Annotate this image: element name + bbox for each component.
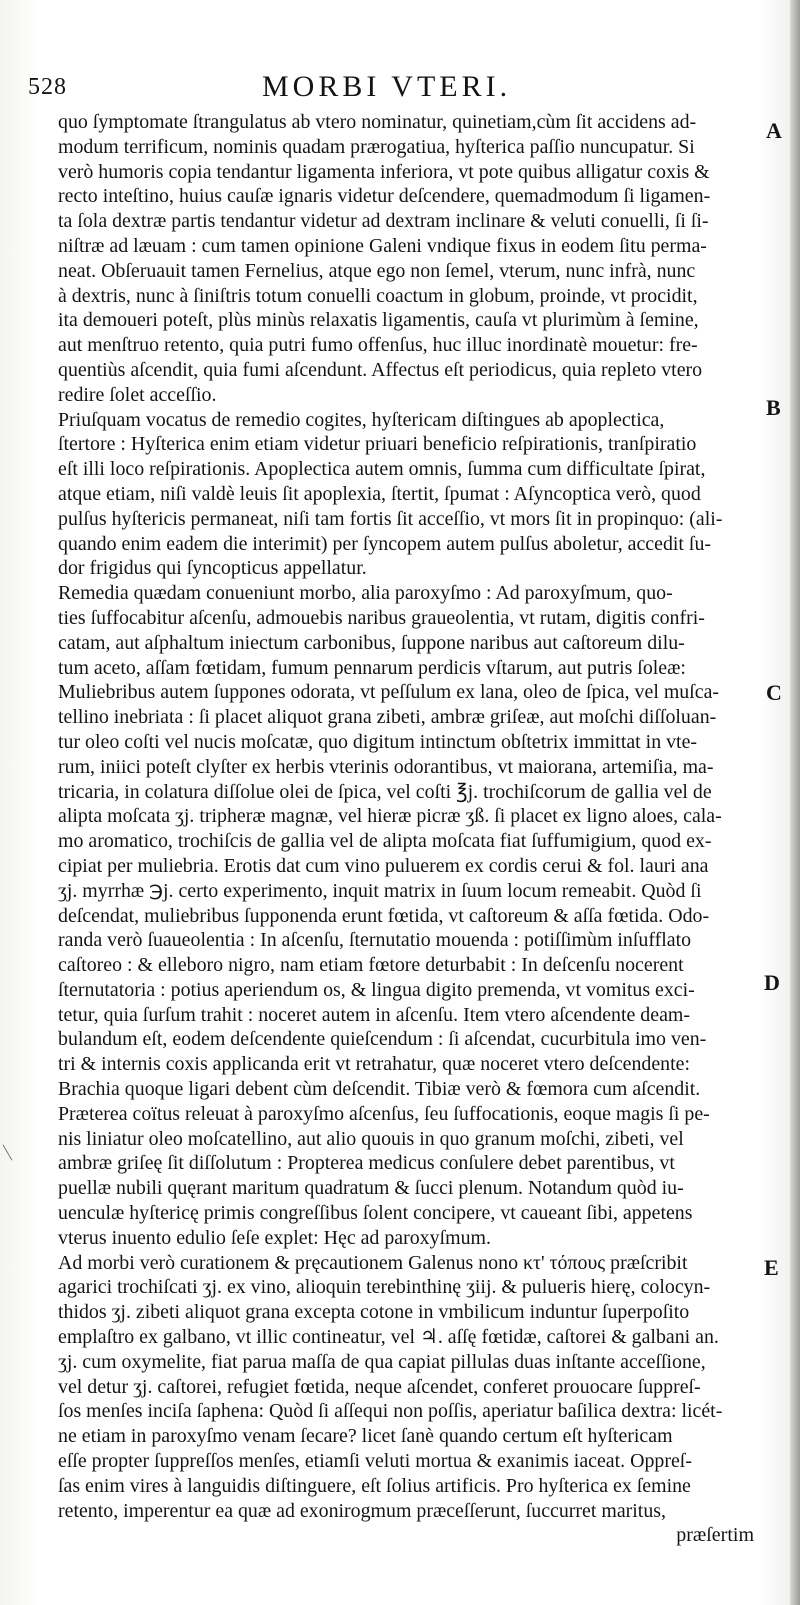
text-line: rum, iniici poteſt clyſter ex herbis vterinis odorantibus, vt maiorana, artemiſia, ma- (58, 755, 714, 778)
text-line: ambræ griſeę ſit diſſolutum : Propterea medicus conſulere debet parentibus, vt (58, 1152, 675, 1175)
body-text (58, 110, 758, 1548)
text-line: ne etiam in paroxyſmo venam ſecare? licet ſanè quando certum eſt hyſtericam (58, 1425, 673, 1448)
text-line: bulandum eſt, eodem deſcendente quieſcendum : ſi aſcendat, cucurbitula imo ven- (58, 1028, 707, 1051)
text-line: ſtertore : Hyſterica enim etiam videtur priuari beneficio reſpirationis, tranſpiratio (58, 433, 697, 456)
text-line: neat. Obſeruauit tamen Fernelius, atque ego non ſemel, vterum, nunc infrà, nunc (58, 259, 696, 282)
text-line: cipiat per muliebria. Erotis dat cum vino puluerem ex cordis cerui & fol. lauri ana (58, 854, 709, 877)
text-line: vel detur ʒj. caſtorei, refugiet fœtida, neque aſcendet, conferet prouocare ſuppreſ- (58, 1375, 701, 1398)
text-line: ſos menſes inciſa ſaphena: Quòd ſi aſſequi non poſſis, aperiatur baſilica dextra: licét- (58, 1400, 723, 1423)
text-line: verò humoris copia tendantur ligamenta inferiora, vt pote quibus alligatur coxis & (58, 160, 710, 183)
text-line: tetur, quia ſurſum trahit : noceret autem in aſcenſu. Item vtero aſcendente deam- (58, 1003, 690, 1026)
text-line: tum aceto, aſſam fœtidam, fumum pennarum perdicis vſtarum, aut putris ſoleæ: (58, 656, 686, 679)
catchword: præſertim (676, 1524, 754, 1547)
page-header (0, 70, 800, 106)
text-line: pulſus hyſtericis permaneat, niſi tam fortis ſit acceſſio, vt mors ſit in propinquo: (ali- (58, 507, 723, 530)
text-line: Priuſquam vocatus de remedio cogites, hyſtericam diſtingues ab apoplectica, (58, 408, 665, 431)
text-line: randa verò ſuaueolentia : In aſcenſu, ſternutatio mouenda : potiſſimùm inſufflato (58, 929, 692, 952)
text-line: redire ſolet acceſſio. (58, 383, 217, 406)
text-line: emplaſtro ex galbano, vt illic contineatur, vel ♃. aſſę fœtidæ, caſtorei & galbani an. (58, 1326, 719, 1349)
text-line: ita demoueri poteſt, plùs minùs relaxatis ligamentis, cauſa vt plurimùm à ſemine, (58, 309, 699, 332)
text-line: deſcendat, muliebribus ſupponenda erunt fœtida, vt caſtoreum & aſſa fœtida. Odo- (58, 904, 710, 927)
scan-edge-shadow (790, 0, 800, 1605)
text-line: Ad morbi verò curationem & pręcautionem Galenus nono κτ' τόπους præſcribit (58, 1251, 688, 1274)
text-line: ſas enim vires à languidis diſtinguere, eſt ſolius artificis. Pro hyſterica ex ſemine (58, 1474, 691, 1497)
margin-marker-b: B (766, 395, 781, 420)
text-line: mo aromatico, trochiſcis de gallia vel de alipta moſcata fiat ſuffumigium, quod ex- (58, 830, 712, 853)
text-line: quentiùs aſcendit, quia fumi aſcendunt. Affectus eſt periodicus, quia repleto vtero (58, 358, 703, 381)
text-line: Brachia quoque ligari debent cùm deſcendit. Tibiæ verò & fœmora cum aſcendit. (58, 1078, 701, 1101)
text-line: vterus inuento edulio ſeſe explet: Hęc ad paroxyſmum. (58, 1226, 491, 1249)
text-line: caſtoreo : & elleboro nigro, nam etiam fœtore deturbabit : In deſcenſu nocerent (58, 954, 684, 977)
text-line: quo ſymptomate ſtrangulatus ab vtero nominatur, quinetiam,cùm ſit accidens ad- (58, 111, 697, 133)
margin-marker-c: C (766, 680, 782, 705)
text-line: ties ſuffocabitur aſcenſu, admouebis naribus graueolentia, vt rutam, digitis confri- (58, 606, 705, 629)
text-line: tur oleo coſti vel nucis moſcatæ, quo digitum intinctum obſtetrix immittat in vte- (58, 730, 698, 753)
text-line: nis liniatur oleo moſcatellino, aut alio quouis in quo granum moſchi, zibeti, vel (58, 1127, 684, 1150)
text-line: eſſe propter ſuppreſſos menſes, etiamſi veluti mortua & exanimis iaceat. Oppreſ- (58, 1450, 692, 1473)
text-line: alipta moſcata ʒj. tripheræ magnæ, vel hieræ picræ ʒß. ſi placet ex ligno aloes, cala- (58, 805, 722, 828)
text-line: modum terrificum, nominis quadam prærogatiua, hyſterica paſſio nuncupatur. Si (58, 135, 695, 158)
text-line: tellino inebriata : ſi placet aliquot grana zibeti, ambræ griſeæ, aut moſchi diſſoluan- (58, 706, 717, 729)
text-line: eſt illi loco reſpirationis. Apoplectica autem omnis, ſumma cum difficultate ſpirat, (58, 458, 706, 481)
text-line: Muliebribus autem ſuppones odorata, vt peſſulum ex lana, oleo de ſpica, vel muſca- (58, 681, 720, 704)
text-line: dor frigidus qui ſyncopticus appellatur. (58, 557, 367, 580)
page-number: 528 (28, 74, 67, 100)
margin-marker-e: E (764, 1255, 779, 1280)
text-line: ſternutatoria : potius aperiendum os, & lingua digito premenda, vt vomitus exci- (58, 978, 695, 1001)
text-line: recto inteſtino, huius cauſæ ignaris videtur deſcendere, quemadmodum ſi ligamen- (58, 185, 711, 208)
text-line: ta ſola dextræ partis tendantur videtur ad dextram inclinare & veluti conuelli, ſi ſi- (58, 210, 709, 233)
text-line: Remedia quædam conueniunt morbo, alia paroxyſmo : Ad paroxyſmum, quo- (58, 582, 673, 605)
text-line: atque etiam, niſi valdè leuis ſit apoplexia, ſtertit, ſpumat : Aſyncoptica verò, quod (58, 482, 701, 505)
text-line: thidos ʒj. zibeti aliquot grana excepta cotone in vmbilicum induntur ſuperpoſito (58, 1301, 690, 1324)
text-line: ʒj. cum oxymelite, fiat parua maſſa de qua capiat pillulas duas inſtante acceſſione, (58, 1350, 706, 1373)
text-line: retento, imperentur ea quæ ad exonirogmum præceſſerunt, ſuccurret maritus, (58, 1499, 666, 1522)
text-line: uenculæ hyſtericę primis congreſſibus ſolent concipere, vt caueant ſibi, appetens (58, 1202, 693, 1225)
text-line: puellæ nubili quęrant maritum quadratum & ſucci plenum. Notandum quòd iu- (58, 1177, 684, 1200)
margin-pen-stroke (3, 1137, 25, 1160)
text-line: tricaria, in colatura diſſolue olei de ſpica, vel coſti ℥j. trochiſcorum de gallia vel de (58, 780, 712, 803)
text-line: quando enim eadem die interimit) per ſyncopem autem pulſus aboletur, accedit ſu- (58, 532, 712, 555)
text-line: à dextris, nunc à ſiniſtris totum conuelli coactum in globum, proinde, vt procidit, (58, 284, 698, 307)
margin-marker-a: A (766, 118, 782, 143)
margin-marker-d: D (764, 970, 780, 995)
text-line: tri & internis coxis applicanda erit vt retrahatur, quæ noceret vtero deſcendente: (58, 1053, 691, 1076)
text-line: catam, aut aſphaltum iniectum carbonibus, ſuppone naribus aut caſtoreum dilu- (58, 631, 685, 654)
text-line: Præterea coïtus releuat à paroxyſmo aſcenſus, ſeu ſuffocationis, eoque magis ſi pe- (58, 1102, 710, 1125)
text-line: agarici trochiſcati ʒj. ex vino, alioquin terebinthinę ʒiij. & pulueris hierę, colocyn- (58, 1276, 711, 1299)
text-line: aut menſtruo retento, quia putri fumo offenſus, huc illuc inordinatè mouetur: fre- (58, 334, 698, 357)
running-title: MORBI VTERI. (262, 70, 512, 103)
text-line: ʒj. myrrhæ ℈j. certo experimento, inquit matrix in ſuum locum remeabit. Quòd ſi (58, 879, 702, 902)
text-line: niſtræ ad læuam : cum tamen opinione Galeni vndique fixus in eodem ſitu perma- (58, 234, 707, 257)
